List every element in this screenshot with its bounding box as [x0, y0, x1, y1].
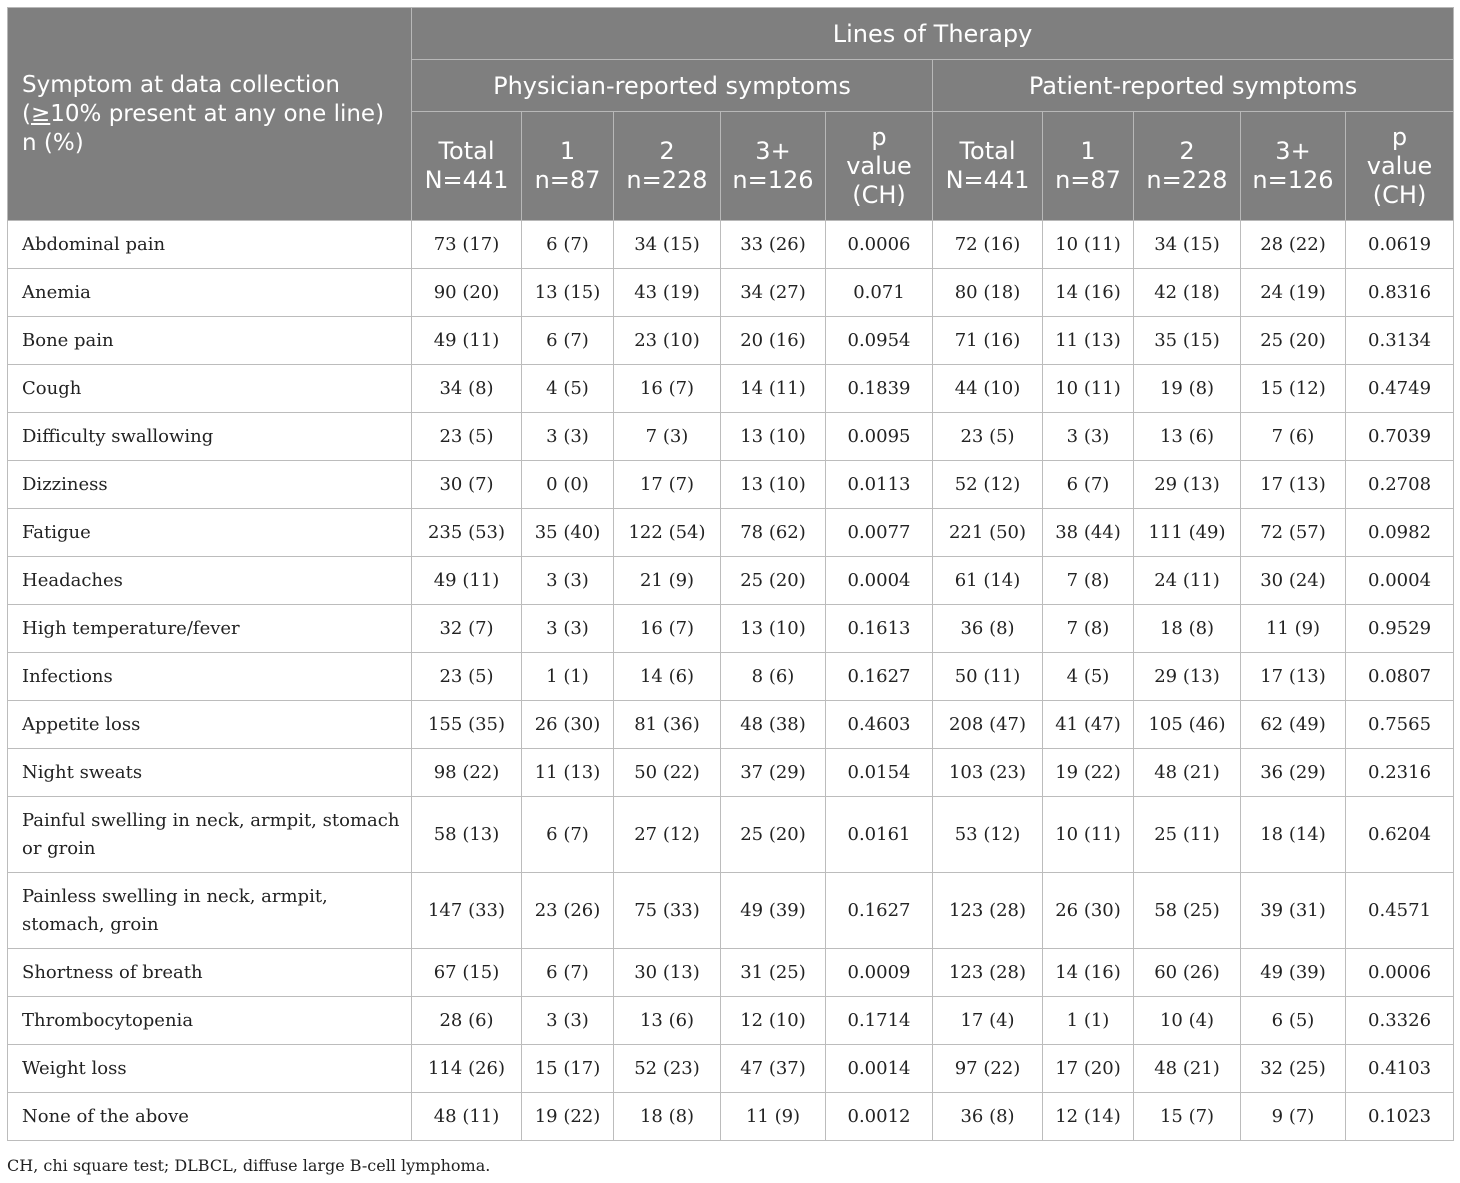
pvalue-cell: 0.9529 — [1346, 605, 1454, 653]
value-cell: 147 (33) — [412, 873, 522, 949]
value-cell: 3 (3) — [522, 605, 614, 653]
pvalue-cell: 0.6204 — [1346, 797, 1454, 873]
value-cell: 18 (8) — [614, 1093, 721, 1141]
symptom-cell: Fatigue — [8, 509, 412, 557]
value-cell: 10 (11) — [1043, 797, 1134, 873]
table-row — [8, 269, 1454, 317]
table-row — [8, 997, 1454, 1045]
value-cell: 7 (8) — [1043, 605, 1134, 653]
value-cell: 6 (7) — [522, 797, 614, 873]
value-cell: 7 (6) — [1241, 413, 1346, 461]
pvalue-cell: 0.1839 — [826, 365, 933, 413]
value-cell: 28 (6) — [412, 997, 522, 1045]
value-cell: 7 (8) — [1043, 557, 1134, 605]
value-cell: 41 (47) — [1043, 701, 1134, 749]
value-cell: 58 (25) — [1134, 873, 1241, 949]
symptom-cell: Infections — [8, 653, 412, 701]
pvalue-cell: 0.0004 — [1346, 557, 1454, 605]
pvalue-cell: 0.1023 — [1346, 1093, 1454, 1141]
pvalue-cell: 0.3326 — [1346, 997, 1454, 1045]
value-cell: 1 (1) — [1043, 997, 1134, 1045]
value-cell: 20 (16) — [721, 317, 826, 365]
value-cell: 75 (33) — [614, 873, 721, 949]
value-cell: 72 (16) — [933, 221, 1043, 269]
value-cell: 29 (13) — [1134, 461, 1241, 509]
symptom-header-line2 — [22, 100, 403, 129]
table-row — [8, 365, 1454, 413]
value-cell: 23 (10) — [614, 317, 721, 365]
value-cell: 31 (25) — [721, 949, 826, 997]
symptom-cell: Anemia — [8, 269, 412, 317]
pvalue-cell: 0.0113 — [826, 461, 933, 509]
value-cell: 16 (7) — [614, 605, 721, 653]
symptom-cell: Shortness of breath — [8, 949, 412, 997]
table-header — [8, 8, 1454, 221]
header-row-top — [8, 8, 1454, 60]
table-row — [8, 221, 1454, 269]
value-cell: 0 (0) — [522, 461, 614, 509]
value-cell: 72 (57) — [1241, 509, 1346, 557]
value-cell: 52 (23) — [614, 1045, 721, 1093]
value-cell: 23 (5) — [933, 413, 1043, 461]
symptom-header-open-paren: ( — [22, 101, 31, 127]
value-cell: 30 (7) — [412, 461, 522, 509]
patient-line1-column-header: 1 n=87 — [1043, 112, 1134, 221]
pvalue-cell: 0.0004 — [826, 557, 933, 605]
pvalue-cell: 0.1714 — [826, 997, 933, 1045]
value-cell: 23 (26) — [522, 873, 614, 949]
value-cell: 6 (7) — [522, 949, 614, 997]
pvalue-cell: 0.1627 — [826, 653, 933, 701]
value-cell: 34 (27) — [721, 269, 826, 317]
value-cell: 48 (21) — [1134, 749, 1241, 797]
value-cell: 3 (3) — [522, 413, 614, 461]
physician-line2-column-header: 2 n=228 — [614, 112, 721, 221]
value-cell: 39 (31) — [1241, 873, 1346, 949]
value-cell: 34 (15) — [614, 221, 721, 269]
pvalue-cell: 0.4571 — [1346, 873, 1454, 949]
value-cell: 19 (22) — [522, 1093, 614, 1141]
value-cell: 14 (6) — [614, 653, 721, 701]
pvalue-cell: 0.071 — [826, 269, 933, 317]
value-cell: 24 (19) — [1241, 269, 1346, 317]
value-cell: 4 (5) — [1043, 653, 1134, 701]
value-cell: 44 (10) — [933, 365, 1043, 413]
value-cell: 8 (6) — [721, 653, 826, 701]
value-cell: 13 (10) — [721, 413, 826, 461]
table-row — [8, 873, 1454, 949]
value-cell: 13 (10) — [721, 461, 826, 509]
value-cell: 71 (16) — [933, 317, 1043, 365]
pvalue-cell: 0.3134 — [1346, 317, 1454, 365]
value-cell: 3 (3) — [522, 997, 614, 1045]
value-cell: 17 (4) — [933, 997, 1043, 1045]
value-cell: 43 (19) — [614, 269, 721, 317]
value-cell: 9 (7) — [1241, 1093, 1346, 1141]
value-cell: 12 (14) — [1043, 1093, 1134, 1141]
value-cell: 10 (11) — [1043, 221, 1134, 269]
pvalue-cell: 0.0619 — [1346, 221, 1454, 269]
value-cell: 11 (13) — [522, 749, 614, 797]
table-row — [8, 461, 1454, 509]
value-cell: 105 (46) — [1134, 701, 1241, 749]
physician-total-column-header: Total N=441 — [412, 112, 522, 221]
value-cell: 37 (29) — [721, 749, 826, 797]
value-cell: 208 (47) — [933, 701, 1043, 749]
value-cell: 34 (15) — [1134, 221, 1241, 269]
table-row — [8, 949, 1454, 997]
symptom-cell: Cough — [8, 365, 412, 413]
value-cell: 61 (14) — [933, 557, 1043, 605]
value-cell: 13 (15) — [522, 269, 614, 317]
pvalue-cell: 0.0954 — [826, 317, 933, 365]
table-row — [8, 413, 1454, 461]
value-cell: 25 (20) — [1241, 317, 1346, 365]
pvalue-cell: 0.0014 — [826, 1045, 933, 1093]
value-cell: 33 (26) — [721, 221, 826, 269]
symptom-cell: Painful swelling in neck, armpit, stomach or groin — [8, 797, 412, 873]
value-cell: 6 (5) — [1241, 997, 1346, 1045]
value-cell: 11 (9) — [721, 1093, 826, 1141]
value-cell: 80 (18) — [933, 269, 1043, 317]
value-cell: 98 (22) — [412, 749, 522, 797]
value-cell: 97 (22) — [933, 1045, 1043, 1093]
symptom-cell: Difficulty swallowing — [8, 413, 412, 461]
value-cell: 36 (29) — [1241, 749, 1346, 797]
value-cell: 47 (37) — [721, 1045, 826, 1093]
value-cell: 11 (13) — [1043, 317, 1134, 365]
value-cell: 6 (7) — [522, 317, 614, 365]
value-cell: 6 (7) — [1043, 461, 1134, 509]
value-cell: 90 (20) — [412, 269, 522, 317]
symptom-cell: Weight loss — [8, 1045, 412, 1093]
value-cell: 15 (7) — [1134, 1093, 1241, 1141]
symptom-cell: Night sweats — [8, 749, 412, 797]
data-table-container — [7, 7, 1453, 1141]
value-cell: 26 (30) — [1043, 873, 1134, 949]
value-cell: 123 (28) — [933, 949, 1043, 997]
value-cell: 81 (36) — [614, 701, 721, 749]
value-cell: 29 (13) — [1134, 653, 1241, 701]
value-cell: 7 (3) — [614, 413, 721, 461]
value-cell: 155 (35) — [412, 701, 522, 749]
value-cell: 103 (23) — [933, 749, 1043, 797]
pvalue-cell: 0.4103 — [1346, 1045, 1454, 1093]
value-cell: 25 (20) — [721, 797, 826, 873]
value-cell: 19 (22) — [1043, 749, 1134, 797]
symptom-column-header — [8, 8, 412, 221]
value-cell: 32 (7) — [412, 605, 522, 653]
value-cell: 15 (17) — [522, 1045, 614, 1093]
value-cell: 13 (6) — [1134, 413, 1241, 461]
pvalue-cell: 0.0095 — [826, 413, 933, 461]
value-cell: 12 (10) — [721, 997, 826, 1045]
table-row — [8, 749, 1454, 797]
value-cell: 10 (4) — [1134, 997, 1241, 1045]
value-cell: 18 (8) — [1134, 605, 1241, 653]
pvalue-cell: 0.0006 — [826, 221, 933, 269]
value-cell: 49 (39) — [721, 873, 826, 949]
symptom-header-threshold-text: 10% present at any one line) — [50, 101, 385, 127]
patient-line3plus-column-header: 3+ n=126 — [1241, 112, 1346, 221]
table-row — [8, 317, 1454, 365]
pvalue-cell: 0.2708 — [1346, 461, 1454, 509]
value-cell: 4 (5) — [522, 365, 614, 413]
physician-pvalue-column-header: p value (CH) — [826, 112, 933, 221]
pvalue-cell: 0.0012 — [826, 1093, 933, 1141]
value-cell: 49 (11) — [412, 557, 522, 605]
value-cell: 17 (13) — [1241, 653, 1346, 701]
value-cell: 42 (18) — [1134, 269, 1241, 317]
pvalue-cell: 0.0006 — [1346, 949, 1454, 997]
table-row — [8, 605, 1454, 653]
value-cell: 49 (39) — [1241, 949, 1346, 997]
value-cell: 111 (49) — [1134, 509, 1241, 557]
value-cell: 6 (7) — [522, 221, 614, 269]
pvalue-cell: 0.0982 — [1346, 509, 1454, 557]
value-cell: 67 (15) — [412, 949, 522, 997]
table-row — [8, 1045, 1454, 1093]
value-cell: 25 (11) — [1134, 797, 1241, 873]
value-cell: 38 (44) — [1043, 509, 1134, 557]
value-cell: 35 (15) — [1134, 317, 1241, 365]
patient-total-column-header: Total N=441 — [933, 112, 1043, 221]
physician-reported-header: Physician-reported symptoms — [412, 60, 933, 112]
symptom-cell: High temperature/fever — [8, 605, 412, 653]
value-cell: 122 (54) — [614, 509, 721, 557]
value-cell: 17 (7) — [614, 461, 721, 509]
pvalue-cell: 0.7565 — [1346, 701, 1454, 749]
value-cell: 17 (13) — [1241, 461, 1346, 509]
value-cell: 27 (12) — [614, 797, 721, 873]
value-cell: 16 (7) — [614, 365, 721, 413]
pvalue-cell: 0.4749 — [1346, 365, 1454, 413]
value-cell: 36 (8) — [933, 605, 1043, 653]
value-cell: 17 (20) — [1043, 1045, 1134, 1093]
value-cell: 14 (16) — [1043, 269, 1134, 317]
value-cell: 48 (21) — [1134, 1045, 1241, 1093]
value-cell: 50 (11) — [933, 653, 1043, 701]
symptoms-table — [7, 7, 1454, 1141]
value-cell: 123 (28) — [933, 873, 1043, 949]
symptom-header-line3: n (%) — [22, 130, 84, 156]
pvalue-cell: 0.1613 — [826, 605, 933, 653]
pvalue-cell: 0.0154 — [826, 749, 933, 797]
pvalue-cell: 0.7039 — [1346, 413, 1454, 461]
pvalue-cell: 0.8316 — [1346, 269, 1454, 317]
table-row — [8, 1093, 1454, 1141]
symptom-header-geq-symbol: ≥ — [30, 101, 51, 127]
symptom-cell: Bone pain — [8, 317, 412, 365]
value-cell: 21 (9) — [614, 557, 721, 605]
value-cell: 49 (11) — [412, 317, 522, 365]
value-cell: 26 (30) — [522, 701, 614, 749]
value-cell: 18 (14) — [1241, 797, 1346, 873]
value-cell: 30 (24) — [1241, 557, 1346, 605]
value-cell: 58 (13) — [412, 797, 522, 873]
value-cell: 13 (6) — [614, 997, 721, 1045]
value-cell: 48 (11) — [412, 1093, 522, 1141]
symptom-cell: None of the above — [8, 1093, 412, 1141]
value-cell: 10 (11) — [1043, 365, 1134, 413]
value-cell: 13 (10) — [721, 605, 826, 653]
value-cell: 62 (49) — [1241, 701, 1346, 749]
value-cell: 36 (8) — [933, 1093, 1043, 1141]
symptom-cell: Appetite loss — [8, 701, 412, 749]
pvalue-cell: 0.2316 — [1346, 749, 1454, 797]
patient-line2-column-header: 2 n=228 — [1134, 112, 1241, 221]
value-cell: 1 (1) — [522, 653, 614, 701]
symptom-cell: Dizziness — [8, 461, 412, 509]
table-body — [8, 221, 1454, 1141]
lines-of-therapy-header: Lines of Therapy — [412, 8, 1454, 60]
value-cell: 235 (53) — [412, 509, 522, 557]
table-row — [8, 509, 1454, 557]
table-footnote: CH, chi square test; DLBCL, diffuse large B-cell lymphoma. — [7, 1156, 491, 1175]
value-cell: 50 (22) — [614, 749, 721, 797]
value-cell: 24 (11) — [1134, 557, 1241, 605]
value-cell: 28 (22) — [1241, 221, 1346, 269]
value-cell: 30 (13) — [614, 949, 721, 997]
value-cell: 35 (40) — [522, 509, 614, 557]
symptom-cell: Thrombocytopenia — [8, 997, 412, 1045]
value-cell: 60 (26) — [1134, 949, 1241, 997]
value-cell: 14 (16) — [1043, 949, 1134, 997]
table-row — [8, 701, 1454, 749]
value-cell: 3 (3) — [522, 557, 614, 605]
table-row — [8, 797, 1454, 873]
value-cell: 19 (8) — [1134, 365, 1241, 413]
value-cell: 3 (3) — [1043, 413, 1134, 461]
pvalue-cell: 0.4603 — [826, 701, 933, 749]
physician-line3plus-column-header: 3+ n=126 — [721, 112, 826, 221]
pvalue-cell: 0.0161 — [826, 797, 933, 873]
value-cell: 114 (26) — [412, 1045, 522, 1093]
table-row — [8, 557, 1454, 605]
value-cell: 32 (25) — [1241, 1045, 1346, 1093]
value-cell: 23 (5) — [412, 413, 522, 461]
value-cell: 48 (38) — [721, 701, 826, 749]
patient-reported-header: Patient-reported symptoms — [933, 60, 1454, 112]
symptom-cell: Headaches — [8, 557, 412, 605]
value-cell: 15 (12) — [1241, 365, 1346, 413]
value-cell: 53 (12) — [933, 797, 1043, 873]
pvalue-cell: 0.0009 — [826, 949, 933, 997]
value-cell: 25 (20) — [721, 557, 826, 605]
value-cell: 11 (9) — [1241, 605, 1346, 653]
value-cell: 73 (17) — [412, 221, 522, 269]
pvalue-cell: 0.0077 — [826, 509, 933, 557]
symptom-header-line1: Symptom at data collection — [22, 72, 340, 98]
value-cell: 78 (62) — [721, 509, 826, 557]
symptom-cell: Painless swelling in neck, armpit, stomach, groin — [8, 873, 412, 949]
value-cell: 52 (12) — [933, 461, 1043, 509]
value-cell: 34 (8) — [412, 365, 522, 413]
value-cell: 221 (50) — [933, 509, 1043, 557]
value-cell: 23 (5) — [412, 653, 522, 701]
symptom-cell: Abdominal pain — [8, 221, 412, 269]
pvalue-cell: 0.0807 — [1346, 653, 1454, 701]
physician-line1-column-header: 1 n=87 — [522, 112, 614, 221]
value-cell: 14 (11) — [721, 365, 826, 413]
patient-pvalue-column-header: p value (CH) — [1346, 112, 1454, 221]
pvalue-cell: 0.1627 — [826, 873, 933, 949]
table-row — [8, 653, 1454, 701]
